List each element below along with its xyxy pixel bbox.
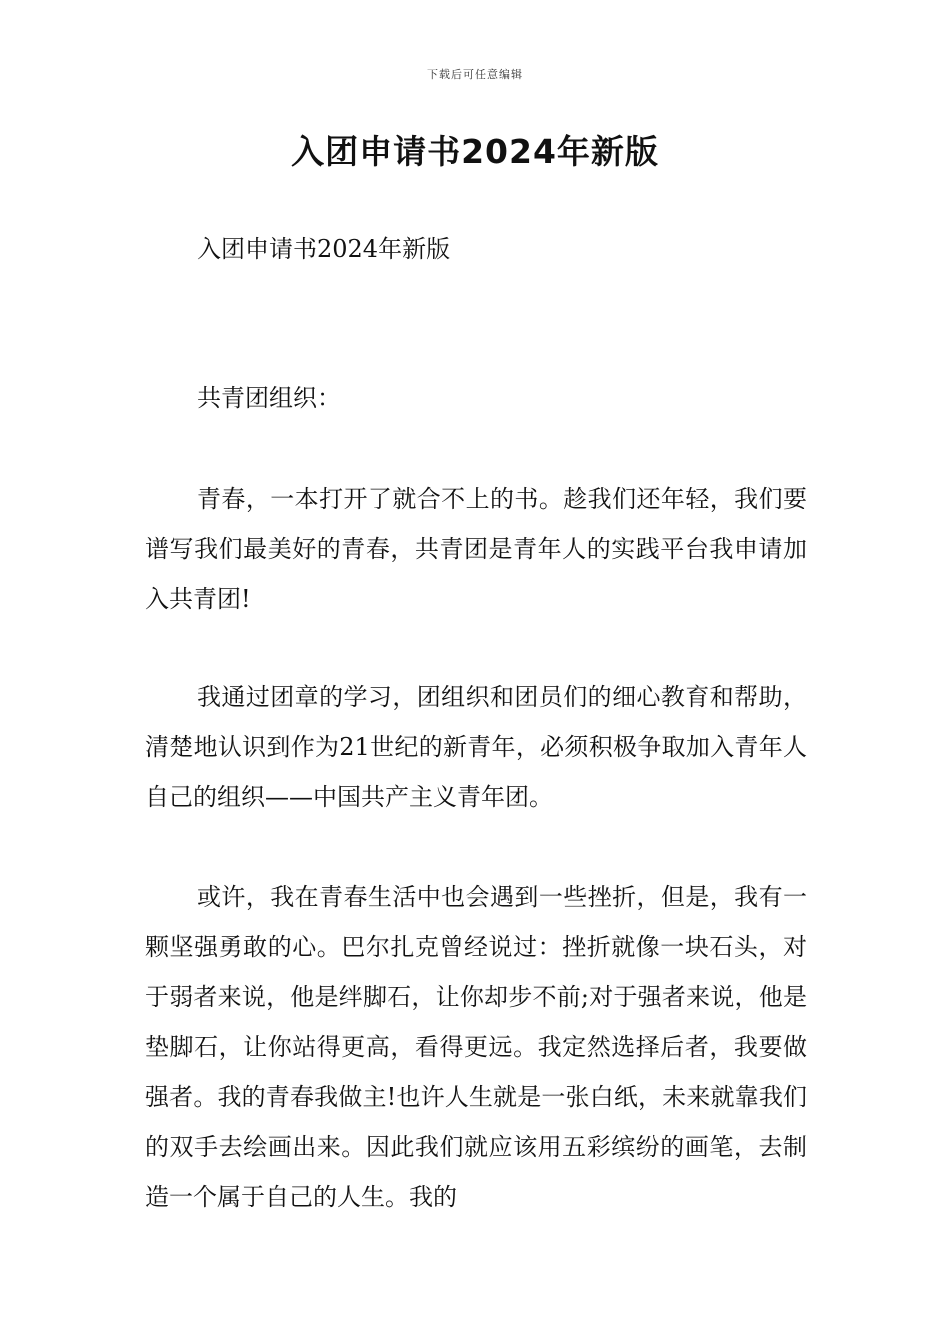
document-title: 入团申请书2024年新版 (291, 132, 659, 171)
document-subtitle: 入团申请书2024年新版 (197, 235, 451, 263)
paragraph-3: 或许，我在青春生活中也会遇到一些挫折，但是，我有一颗坚强勇敢的心。巴尔扎克曾经说过：挫折就像一块石头，对于弱者来说，他是绊脚石，让你却步不前;对于强者来说，他是垫脚石，让你站得更高，看得更远。我定然选择后者，我要做强者。我的青春我做主!也许人生就是一张白纸，未来就靠我们的双手去绘画出来。因此我们就应该用五彩缤纷的画笔，去制造一个属于自己的人生。我的 (145, 883, 807, 1211)
paragraph-1: 青春，一本打开了就合不上的书。趁我们还年轻，我们要谱写我们最美好的青春，共青团是青年人的实践平台我申请加入共青团! (145, 485, 807, 613)
salutation: 共青团组织： (197, 384, 341, 412)
header-note: 下载后可任意编辑 (427, 68, 523, 81)
paragraph-2: 我通过团章的学习，团组织和团员们的细心教育和帮助，清楚地认识到作为21世纪的新青年，必须积极争取加入青年人自己的组织——中国共产主义青年团。 (145, 683, 807, 811)
